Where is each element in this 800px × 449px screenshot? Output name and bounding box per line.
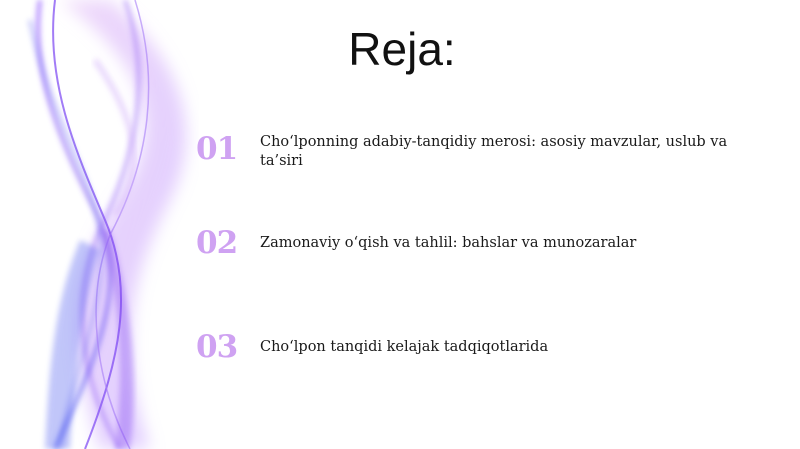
- agenda-number: 01: [196, 131, 238, 167]
- agenda-item-3: [196, 329, 756, 389]
- agenda-number: 02: [196, 225, 238, 261]
- agenda-text: Cho‘lponning adabiy-tanqidiy merosi: asosiy mavzular, uslub va ta’siri: [260, 134, 728, 169]
- agenda-number: 03: [196, 329, 238, 365]
- slide-title: Reja:: [348, 23, 456, 75]
- agenda-text: Zamonaviy o‘qish va tahlil: bahslar va munozaralar: [260, 235, 637, 251]
- agenda-text: Cho‘lpon tanqidi kelajak tadqiqotlarida: [260, 339, 549, 355]
- agenda-item-1: [196, 131, 756, 191]
- agenda-item-2: [196, 225, 756, 285]
